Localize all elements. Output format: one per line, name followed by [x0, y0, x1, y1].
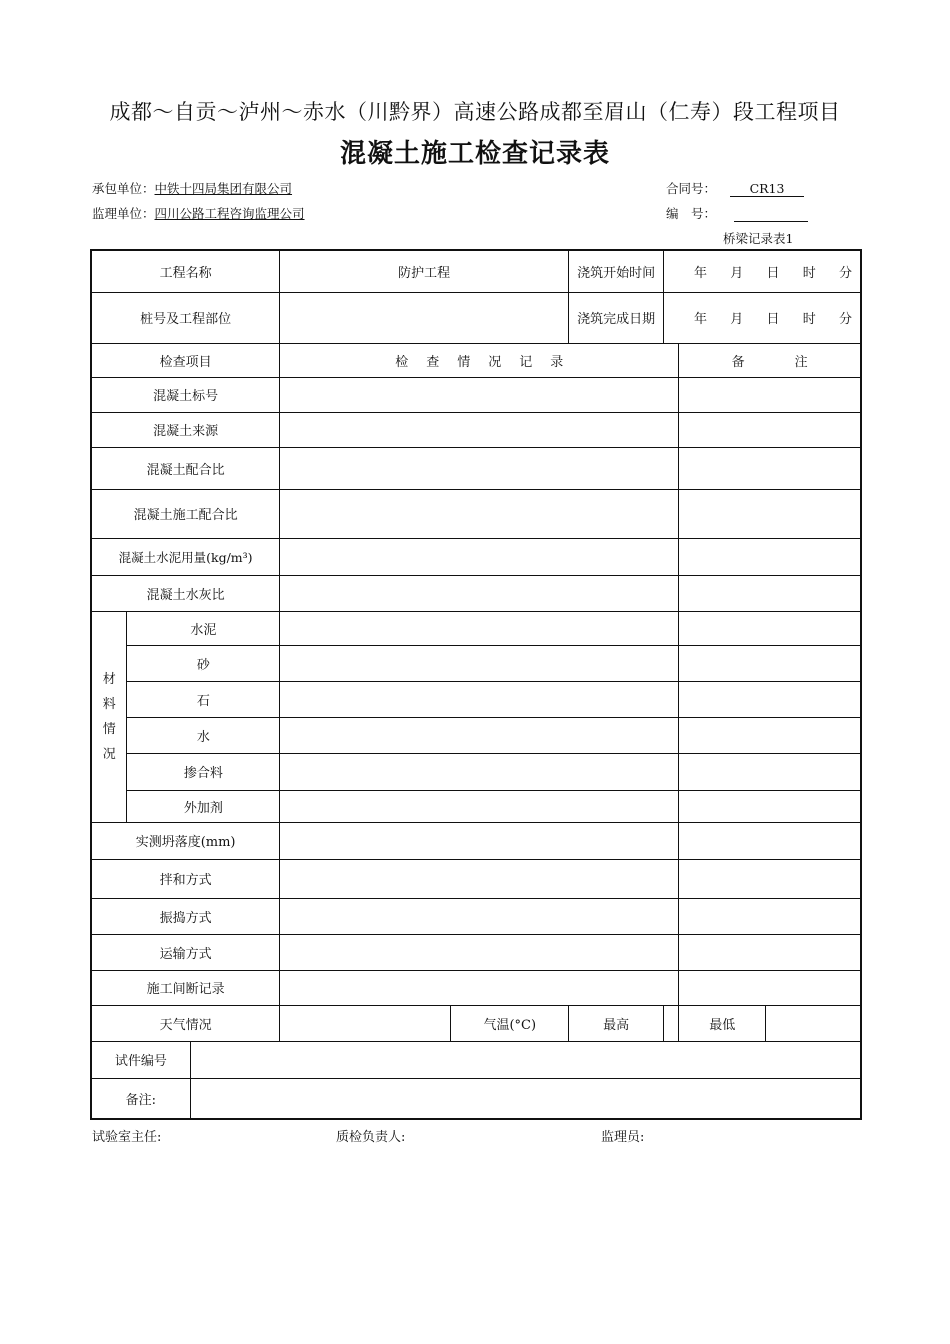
min-temp-label: 最低 — [679, 1006, 766, 1041]
record-cell[interactable] — [280, 753, 679, 790]
remark-cell[interactable] — [679, 377, 861, 412]
material-row — [91, 753, 861, 790]
hour-unit: 时 — [802, 312, 816, 327]
record-cell[interactable] — [280, 859, 679, 898]
pour-end-label: 浇筑完成日期 — [569, 292, 664, 343]
table-row — [91, 489, 861, 538]
contractor-label: 承包单位： — [92, 181, 155, 196]
inspect-item-header: 检查项目 — [91, 343, 280, 377]
record-cell[interactable] — [280, 898, 679, 934]
remark-cell[interactable] — [679, 645, 861, 681]
inspect-record-header: 检 查 情 况 记 录 — [280, 343, 679, 377]
remark-cell[interactable] — [679, 611, 861, 645]
row-label: 混凝土来源 — [91, 412, 280, 447]
table-row — [91, 377, 861, 412]
max-temp-label: 最高 — [569, 1005, 664, 1041]
specimen-label: 试件编号 — [91, 1041, 190, 1078]
row-weather — [91, 1005, 861, 1041]
row-station — [91, 292, 861, 343]
remark-cell[interactable] — [679, 790, 861, 822]
supervisor-value: 四川公路工程咨询监理公司 — [154, 206, 305, 221]
table-row — [91, 575, 861, 611]
row-label: 实测坍落度(mm) — [91, 822, 280, 859]
record-cell[interactable] — [280, 489, 679, 538]
remark-cell[interactable] — [679, 412, 861, 447]
table-row — [91, 970, 861, 1005]
row-header — [91, 343, 861, 377]
month-unit: 月 — [730, 265, 744, 281]
row-label: 混凝土配合比 — [91, 447, 280, 489]
specimen-value[interactable] — [190, 1041, 861, 1078]
record-cell[interactable] — [280, 822, 679, 859]
row-label: 混凝土施工配合比 — [91, 489, 280, 538]
minute-unit: 分 — [838, 265, 852, 281]
record-cell[interactable] — [280, 970, 679, 1005]
pour-start-field[interactable] — [664, 250, 861, 292]
table-row — [91, 447, 861, 489]
contract-no-label: 合同号： — [666, 181, 717, 196]
remark-cell[interactable] — [679, 447, 861, 489]
table-row — [91, 859, 861, 898]
material-label: 石 — [127, 681, 280, 717]
record-cell[interactable] — [280, 681, 679, 717]
row-label: 拌和方式 — [91, 859, 280, 898]
serial-value — [734, 206, 808, 222]
project-name-value: 防护工程 — [280, 250, 569, 292]
project-title: 成都～自贡～泸州～赤水（川黔界）高速公路成都至眉山（仁寿）段工程项目 — [109, 100, 841, 124]
temp-label: 气温(°C) — [451, 1005, 569, 1041]
note-value[interactable] — [190, 1078, 861, 1119]
material-row — [91, 681, 861, 717]
record-cell[interactable] — [280, 412, 679, 447]
row-note — [91, 1078, 861, 1119]
supervisor-label: 监理单位： — [92, 206, 155, 221]
hour-unit: 时 — [802, 265, 816, 281]
supervisor-signature: 监理员: — [601, 1130, 645, 1145]
remark-header: 备 注 — [679, 343, 861, 377]
min-temp-group-cell — [679, 1005, 861, 1041]
row-label: 施工间断记录 — [91, 970, 280, 1005]
material-row — [91, 717, 861, 753]
remark-cell[interactable] — [679, 681, 861, 717]
remark-cell[interactable] — [679, 538, 861, 575]
row-label: 运输方式 — [91, 934, 280, 970]
form-code: 桥梁记录表1 — [723, 231, 794, 246]
row-label: 混凝土水灰比 — [91, 575, 280, 611]
row-project-name — [91, 250, 861, 292]
table-row — [91, 822, 861, 859]
record-cell[interactable] — [280, 611, 679, 645]
remark-cell[interactable] — [679, 575, 861, 611]
contractor-value: 中铁十四局集团有限公司 — [154, 181, 293, 196]
record-cell[interactable] — [280, 575, 679, 611]
record-cell[interactable] — [280, 377, 679, 412]
contractor-line — [92, 179, 292, 197]
record-cell[interactable] — [280, 934, 679, 970]
pour-start-label: 浇筑开始时间 — [569, 250, 664, 292]
max-temp-value[interactable] — [664, 1005, 679, 1041]
row-specimen — [91, 1041, 861, 1078]
table-row — [91, 898, 861, 934]
station-label: 桩号及工程部位 — [91, 292, 280, 343]
qc-person-signature: 质检负责人: — [336, 1130, 406, 1145]
remark-cell[interactable] — [679, 489, 861, 538]
record-cell[interactable] — [280, 645, 679, 681]
day-unit: 日 — [766, 265, 780, 281]
form-title: 混凝土施工检查记录表 — [339, 139, 610, 169]
inspection-table — [90, 249, 862, 1120]
remark-cell[interactable] — [679, 717, 861, 753]
material-label: 掺合料 — [127, 753, 280, 790]
row-label: 振捣方式 — [91, 898, 280, 934]
record-cell[interactable] — [280, 538, 679, 575]
material-label: 水泥 — [127, 611, 280, 645]
year-unit: 年 — [694, 312, 708, 327]
remark-cell[interactable] — [679, 898, 861, 934]
table-row — [91, 538, 861, 575]
weather-value[interactable] — [280, 1005, 451, 1041]
material-label: 水 — [127, 717, 280, 753]
serial-line — [666, 204, 808, 222]
year-unit: 年 — [694, 265, 708, 281]
material-label: 砂 — [127, 645, 280, 681]
remark-cell[interactable] — [679, 753, 861, 790]
minute-unit: 分 — [838, 312, 852, 327]
record-cell[interactable] — [280, 790, 679, 822]
note-label: 备注: — [91, 1078, 190, 1119]
project-name-label: 工程名称 — [91, 250, 280, 292]
row-label: 混凝土标号 — [91, 377, 280, 412]
record-cell[interactable] — [280, 447, 679, 489]
material-row — [91, 790, 861, 822]
material-row — [91, 611, 861, 645]
day-unit: 日 — [766, 312, 780, 327]
lab-director-signature: 试验室主任: — [92, 1130, 162, 1145]
table-row — [91, 412, 861, 447]
min-temp-value[interactable] — [766, 1006, 860, 1041]
month-unit: 月 — [730, 312, 744, 327]
remark-cell[interactable] — [679, 970, 861, 1005]
remark-cell[interactable] — [679, 822, 861, 859]
weather-label: 天气情况 — [91, 1005, 280, 1041]
material-group-label: 材 料 情 况 — [91, 611, 127, 822]
material-label: 外加剂 — [127, 790, 280, 822]
contract-no-value: CR13 — [730, 181, 804, 197]
supervisor-line — [92, 204, 305, 222]
remark-cell[interactable] — [679, 859, 861, 898]
row-label: 混凝土水泥用量(kg/m³) — [91, 538, 280, 575]
pour-end-field[interactable] — [664, 292, 861, 343]
table-row — [91, 934, 861, 970]
remark-cell[interactable] — [679, 934, 861, 970]
material-row — [91, 645, 861, 681]
contract-no-line — [666, 179, 804, 197]
record-cell[interactable] — [280, 717, 679, 753]
serial-label: 编 号： — [666, 206, 717, 221]
station-value[interactable] — [280, 292, 569, 343]
